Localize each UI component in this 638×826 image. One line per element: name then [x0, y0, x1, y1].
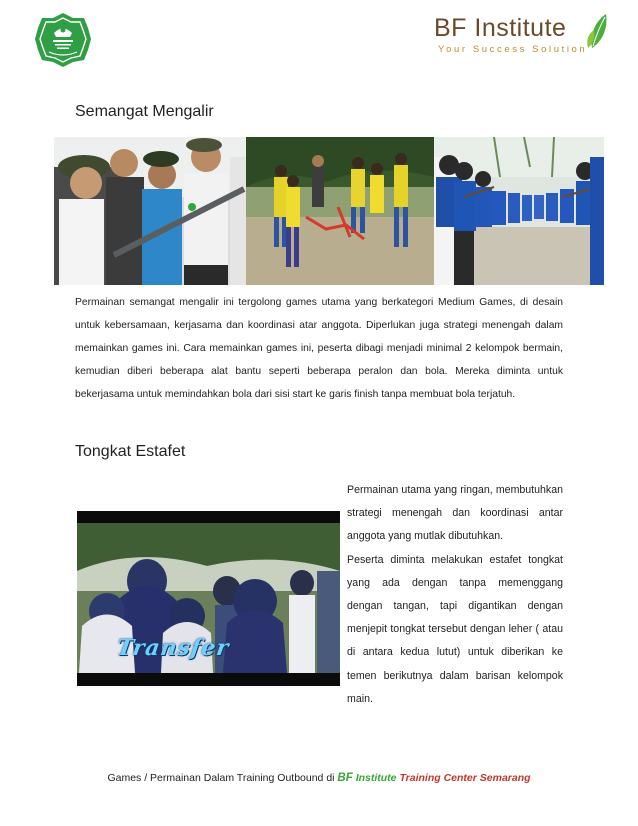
page-footer: [0, 772, 638, 784]
photo-strip: [54, 137, 604, 285]
footer-brand-institute: Institute: [355, 772, 397, 784]
section-title-semangat-mengalir: Semangat Mengalir: [75, 103, 214, 120]
photo-group-holding-pipes: [54, 137, 246, 285]
brand-name: BF Institute: [434, 14, 567, 42]
section2-text: [347, 479, 563, 711]
footer-prefix: Games / Permainan Dalam Training Outbound di: [107, 772, 335, 784]
video-caption: Transfer: [115, 635, 231, 661]
green-octagon-seal-icon: [34, 12, 92, 68]
photo-students-line-sticks: [434, 137, 604, 285]
section2-paragraph-2: Peserta diminta melakukan estafet tongkat yang ada dengan tanpa memenggang dengan tangan, tapi digantikan dengan menjepit tongkat tersebut dengan leher ( atau di antara kedua lutut) untuk diberikan ke temen berikutnya dalam barisan kelompok main.: [347, 553, 563, 705]
video-still-estafet: [77, 511, 340, 686]
footer-brand: [337, 772, 399, 784]
section2-paragraph-1: Permainan utama yang ringan, membutuhkan strategi menengah dan koordinasi antar anggota yang mutlak dibutuhkan.: [347, 484, 563, 543]
photo-kids-field-game: [246, 137, 434, 285]
brand-logo: [434, 12, 606, 56]
footer-suffix: Training Center Semarang: [399, 772, 531, 784]
footer-brand-bf: BF: [337, 772, 353, 784]
section-title-tongkat-estafet: Tongkat Estafet: [75, 443, 186, 460]
leaf-icon: [586, 12, 610, 50]
section1-paragraph: Permainan semangat mengalir ini tergolong games utama yang berkategori Medium Games, di desain untuk kebersamaan, kerjasama dan koordinasi atar anggota. Diperlukan juga strategi menengah dalam memainkan games ini. Cara memainkan games ini, peserta dibagi menjadi minimal 2 kelompok bermain, kemudian diberi beberapa alat bantu seperti beberapa peralon dan bola. Mereka diminta untuk bekerjasama untuk memindahkan bola dari sisi start ke garis finish tanpa membuat bola terjatuh.: [75, 297, 563, 400]
brand-tagline: Your Success Solution: [438, 44, 588, 55]
